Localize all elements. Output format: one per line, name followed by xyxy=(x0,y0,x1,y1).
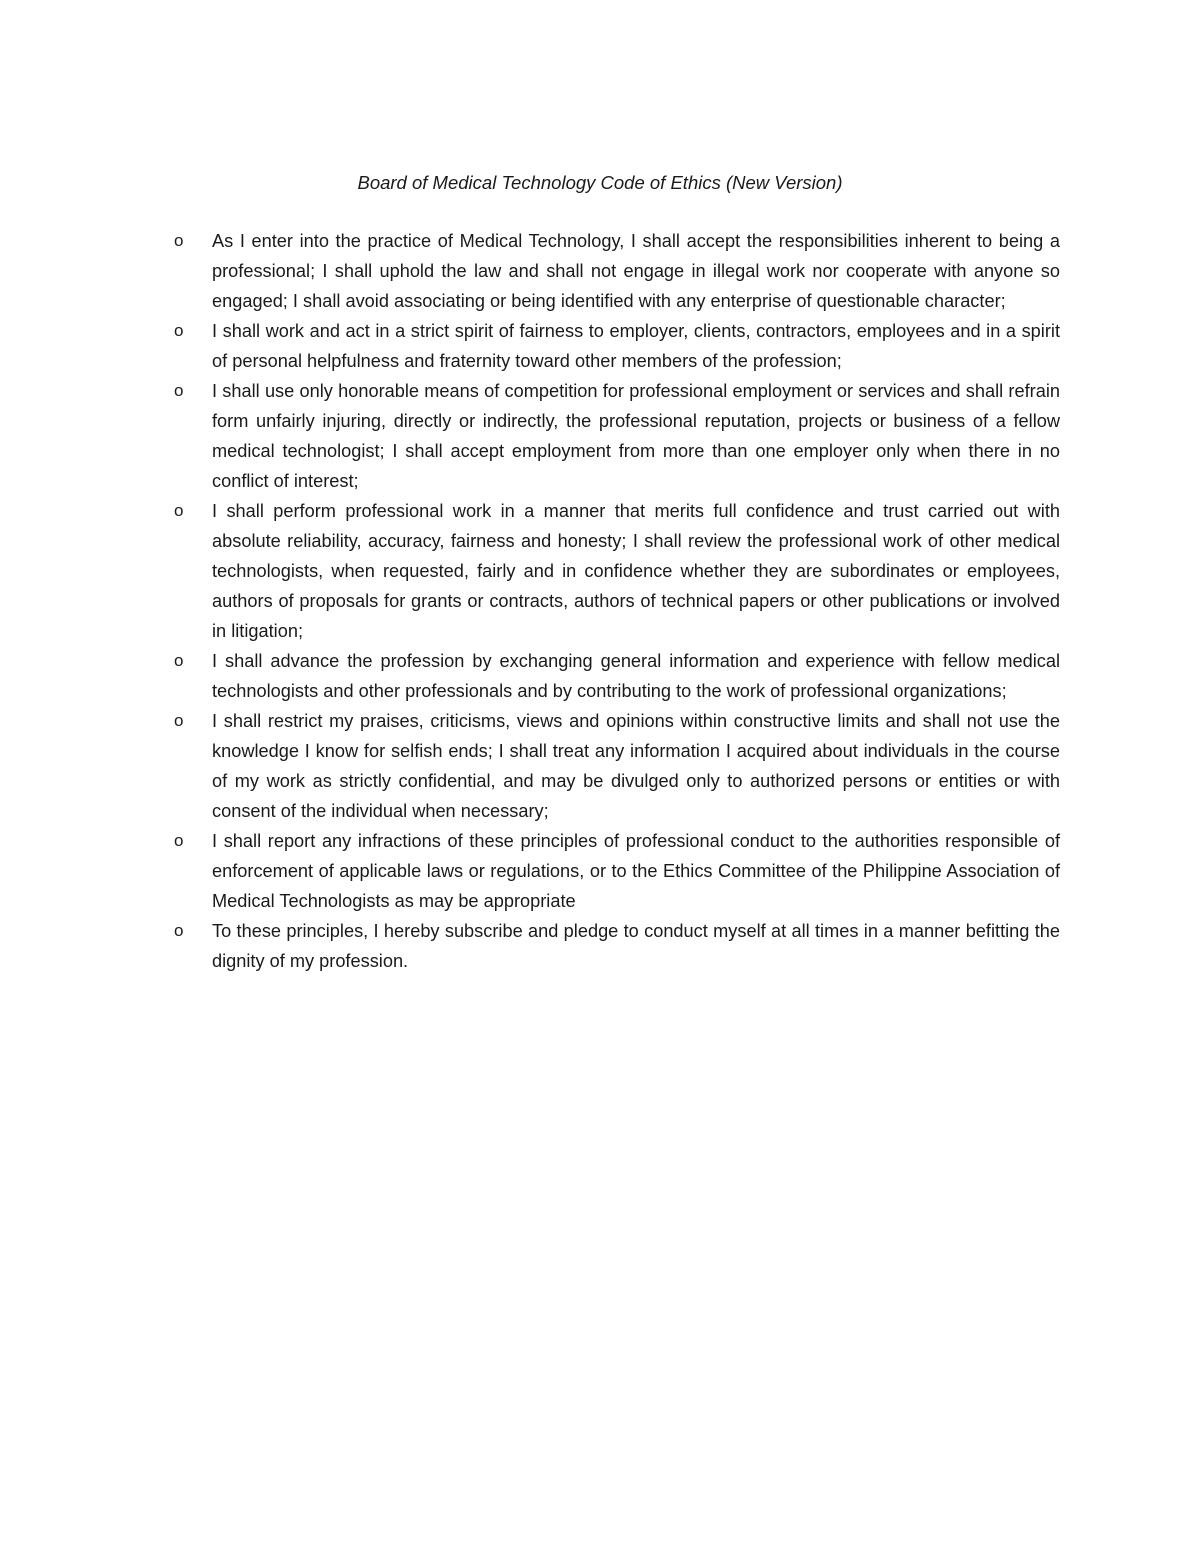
bullet-icon: o xyxy=(174,231,184,250)
list-item xyxy=(174,226,1060,316)
list-item xyxy=(174,496,1060,646)
bullet-icon: o xyxy=(174,921,184,940)
document-title: Board of Medical Technology Code of Ethics (New Version) xyxy=(357,172,843,193)
list-item xyxy=(174,916,1060,976)
bullet-icon: o xyxy=(174,381,184,400)
list-item xyxy=(174,646,1060,706)
list-item-text: I shall advance the profession by exchanging general information and experience with fellow medical technologists and other professionals and by contributing to the work of professional organizations; xyxy=(212,651,1060,701)
bullet-icon: o xyxy=(174,711,184,730)
list-item-text: I shall use only honorable means of competition for professional employment or services and shall refrain form unfairly injuring, directly or indirectly, the professional reputation, projects or business of a fellow medical technologist; I shall accept employment from more than one employer only when there in no conflict of interest; xyxy=(212,381,1060,491)
list-item-text: I shall restrict my praises, criticisms, views and opinions within constructive limits and shall not use the knowledge I know for selfish ends; I shall treat any information I acquired about individuals in the course of my work as strictly confidential, and may be divulged only to authorized persons or entities or with consent of the individual when necessary; xyxy=(212,711,1060,821)
list-item-text: As I enter into the practice of Medical Technology, I shall accept the responsibilities inherent to being a professional; I shall uphold the law and shall not engage in illegal work nor cooperate with anyone so engaged; I shall avoid associating or being identified with any enterprise of questionable character; xyxy=(212,231,1060,311)
list-item-text: I shall work and act in a strict spirit of fairness to employer, clients, contractors, employees and in a spirit of personal helpfulness and fraternity toward other members of the profession; xyxy=(212,321,1060,371)
list-item xyxy=(174,826,1060,916)
bullet-icon: o xyxy=(174,831,184,850)
bullet-icon: o xyxy=(174,651,184,670)
list-item xyxy=(174,376,1060,496)
ethics-list xyxy=(174,226,1060,976)
bullet-icon: o xyxy=(174,501,184,520)
list-item-text: To these principles, I hereby subscribe and pledge to conduct myself at all times in a manner befitting the dignity of my profession. xyxy=(212,921,1060,971)
list-item-text: I shall report any infractions of these principles of professional conduct to the authorities responsible of enforcement of applicable laws or regulations, or to the Ethics Committee of the Philippine Association of Medical Technologists as may be appropriate xyxy=(212,831,1060,911)
bullet-icon: o xyxy=(174,321,184,340)
list-item xyxy=(174,316,1060,376)
list-item-text: I shall perform professional work in a manner that merits full confidence and trust carried out with absolute reliability, accuracy, fairness and honesty; I shall review the professional work of other medical technologists, when requested, fairly and in confidence whether they are subordinates or employees, authors of proposals for grants or contracts, authors of technical papers or other publications or involved in litigation; xyxy=(212,501,1060,641)
list-item xyxy=(174,706,1060,826)
